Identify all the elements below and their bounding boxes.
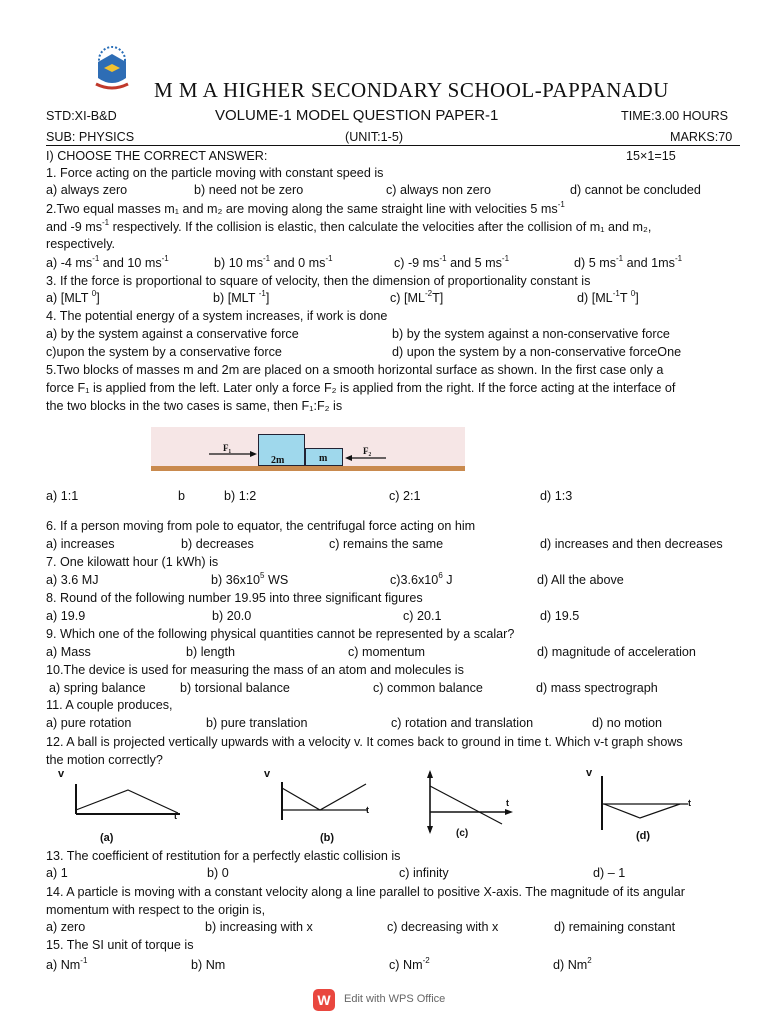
q13-option-d: d) – 1 (593, 866, 626, 880)
q10-option-a: a) spring balance (49, 681, 146, 695)
block-2m: 2m (258, 434, 305, 466)
q5-option-c: c) 2:1 (389, 489, 421, 503)
marks-label: MARKS:70 (670, 130, 733, 144)
q15-option-d: d) Nm$^2$ (553, 955, 592, 972)
q8-option-c: c) 20.1 (403, 609, 442, 623)
vt-graph-a: v t (a) (58, 768, 177, 844)
q3-option-d: d) [$ML^{-1}T$ $^0$] (577, 288, 639, 305)
q13-option-c: c) infinity (399, 866, 449, 880)
q6-option-b: b) decreases (181, 537, 254, 551)
q15-option-b: b) Nm (191, 958, 226, 972)
q15-option-c: c) $Nm^{-2}$ (389, 955, 430, 972)
school-logo (90, 44, 134, 96)
header-rule (46, 145, 740, 146)
q3-option-c: c) $[ML^{-2}T]$ (390, 288, 444, 305)
q4-option-a: a) by the system against a conservative force (46, 327, 299, 341)
q10-option-d: d) mass spectrograph (536, 681, 658, 695)
q11-option-a: a) pure rotation (46, 716, 132, 730)
q3-question: 3. If the force is proportional to square of velocity, then the dimension of proportionality constant is (46, 274, 591, 288)
q11-option-d: d) no motion (592, 716, 663, 730)
q8-option-d: d) 19.5 (540, 609, 580, 623)
q14-option-a: a) zero (46, 920, 86, 934)
vt-graph-d: v t (d) (586, 767, 691, 842)
q3-option-b: b) [MLT $^{-1}$] (213, 288, 270, 305)
q10-option-b: b) torsional balance (180, 681, 290, 695)
q5-stray-b: b (178, 489, 186, 503)
q9-option-b: b) length (186, 645, 236, 659)
q7-option-a: a) 3.6 MJ (46, 573, 99, 587)
q15-question: 15. The SI unit of torque is (46, 938, 194, 952)
q14-line-2: momentum with respect to the origin is, (46, 903, 266, 917)
paper-title: VOLUME-1 MODEL QUESTION PAPER-1 (215, 107, 499, 124)
q5-option-b: b) 1:2 (224, 489, 257, 503)
vt-graph-b: v t (b) (264, 768, 369, 844)
time-label: TIME:3.00 HOURS (621, 109, 729, 123)
q10-option-c: c) common balance (373, 681, 483, 695)
q15-option-a: a) $Nm^{-1}$ (46, 955, 88, 972)
graph-c-label: (c) (456, 828, 469, 839)
subject-label: SUB: PHYSICS (46, 130, 135, 144)
q12-line-2: the motion correctly? (46, 753, 163, 767)
q2-option-a: a) -4 $ms^{-1}$ and 10 $ms^{-1}$ (46, 253, 169, 270)
wps-edit-link[interactable]: Edit with WPS Office (344, 993, 446, 1005)
q11-question: 11. A couple produces, (46, 698, 173, 712)
q14-option-b: b) increasing with x (205, 920, 313, 934)
force-f2-label: F₂ (363, 446, 372, 456)
section-title: I) CHOOSE THE CORRECT ANSWER: (46, 149, 268, 163)
q1-option-d: d) cannot be concluded (570, 183, 701, 197)
std-label: STD:XI-B&D (46, 109, 117, 123)
q7-option-b: b) $36x10^5$ WS (211, 570, 289, 587)
q4-option-d: d) upon the system by a non-conservative forceOne (392, 345, 682, 359)
graph-d-label: (d) (636, 830, 651, 842)
q11-option-b: b) pure translation (206, 716, 308, 730)
blocks-figure (151, 427, 465, 471)
q13-option-b: b) 0 (207, 866, 229, 880)
q1-question: 1. Force acting on the particle moving with constant speed is (46, 166, 384, 180)
q2-option-d: d) 5 $ms^{-1}$ and $1ms^{-1}$ (574, 253, 683, 270)
q9-option-a: a) Mass (46, 645, 91, 659)
q3-option-a: a) [MLT $^0$] (46, 288, 100, 305)
q5-option-a: a) 1:1 (46, 489, 79, 503)
q14-option-c: c) decreasing with x (387, 920, 499, 934)
q2-option-c: c) -9 $ms^{-1}$ and 5 $ms^{-1}$ (394, 253, 510, 270)
q6-question: 6. If a person moving from pole to equator, the centrifugal force acting on him (46, 519, 476, 533)
q9-option-c: c) momentum (348, 645, 425, 659)
q5-option-d: d) 1:3 (540, 489, 573, 503)
graph-a-label: (a) (100, 832, 114, 844)
block-m: m (305, 448, 343, 466)
q2-option-b: b) 10 $ms^{-1}$ and 0 $ms^{-1}$ (214, 253, 333, 270)
q10-question: 10.The device is used for measuring the mass of an atom and molecules is (46, 663, 464, 677)
q6-option-a: a) increases (46, 537, 115, 551)
q11-option-c: c) rotation and translation (391, 716, 534, 730)
q6-option-c: c) remains the same (329, 537, 444, 551)
q4-question: 4. The potential energy of a system increases, if work is done (46, 309, 388, 323)
school-name: M M A HIGHER SECONDARY SCHOOL-PAPPANADU (154, 78, 669, 102)
q7-question: 7. One kilowatt hour (1 kWh) is (46, 555, 219, 569)
q7-option-d: d) All the above (537, 573, 624, 587)
q13-option-a: a) 1 (46, 866, 68, 880)
unit-label: (UNIT:1-5) (345, 130, 404, 144)
q4-option-c: c)upon the system by a conservative force (46, 345, 282, 359)
q14-line-1: 14. A particle is moving with a constant velocity along a line parallel to positive X-axis. The magnitude of its angular (46, 885, 685, 899)
q2-line-2: and -9 $ms^{-1}$ respectively. If the collision is elastic, then calculate the velocities after the collision of m₁ and m₂, (46, 217, 652, 234)
q2-line-1: 2.Two equal masses m₁ and m₂ are moving along the same straight line with velocities 5 $ms^{-1}$ (46, 199, 565, 216)
q14-option-d: d) remaining constant (554, 920, 676, 934)
wps-logo-icon: W (313, 989, 335, 1011)
q8-option-a: a) 19.9 (46, 609, 86, 623)
q5-line-1: 5.Two blocks of masses m and 2m are placed on a smooth horizontal surface as shown. In the first case only a (46, 363, 664, 377)
q2-line-3: respectively. (46, 237, 116, 251)
graph-b-label: (b) (320, 832, 335, 844)
q13-question: 13. The coefficient of restitution for a perfectly elastic collision is (46, 849, 401, 863)
q9-question: 9. Which one of the following physical quantities cannot be represented by a scalar? (46, 627, 515, 641)
q1-option-a: a) always zero (46, 183, 128, 197)
force-f1-label: F₁ (223, 443, 232, 453)
q8-question: 8. Round of the following number 19.95 into three significant figures (46, 591, 423, 605)
q12-line-1: 12. A ball is projected vertically upwards with a velocity v. It comes back to ground in time t. Which v-t graph shows (46, 735, 683, 749)
q1-option-b: b) need not be zero (194, 183, 304, 197)
q8-option-b: b) 20.0 (212, 609, 252, 623)
q4-option-b: b) by the system against a non-conservative force (392, 327, 670, 341)
q7-option-c: $c)3.6x10^6$ J (390, 570, 453, 587)
q9-option-d: d) magnitude of acceleration (537, 645, 696, 659)
q6-option-d: d) increases and then decreases (540, 537, 723, 551)
q1-option-c: c) always non zero (386, 183, 491, 197)
section-marks: 15×1=15 (626, 149, 676, 163)
q5-line-3: the two blocks in the two cases is same, then F₁:F₂ is (46, 399, 343, 413)
vt-graph-c: t (c) (410, 768, 520, 844)
q5-line-2: force F₁ is applied from the left. Later only a force F₂ is applied from the right. If the force acting at the interface of (46, 381, 676, 395)
force-arrows (151, 427, 465, 471)
